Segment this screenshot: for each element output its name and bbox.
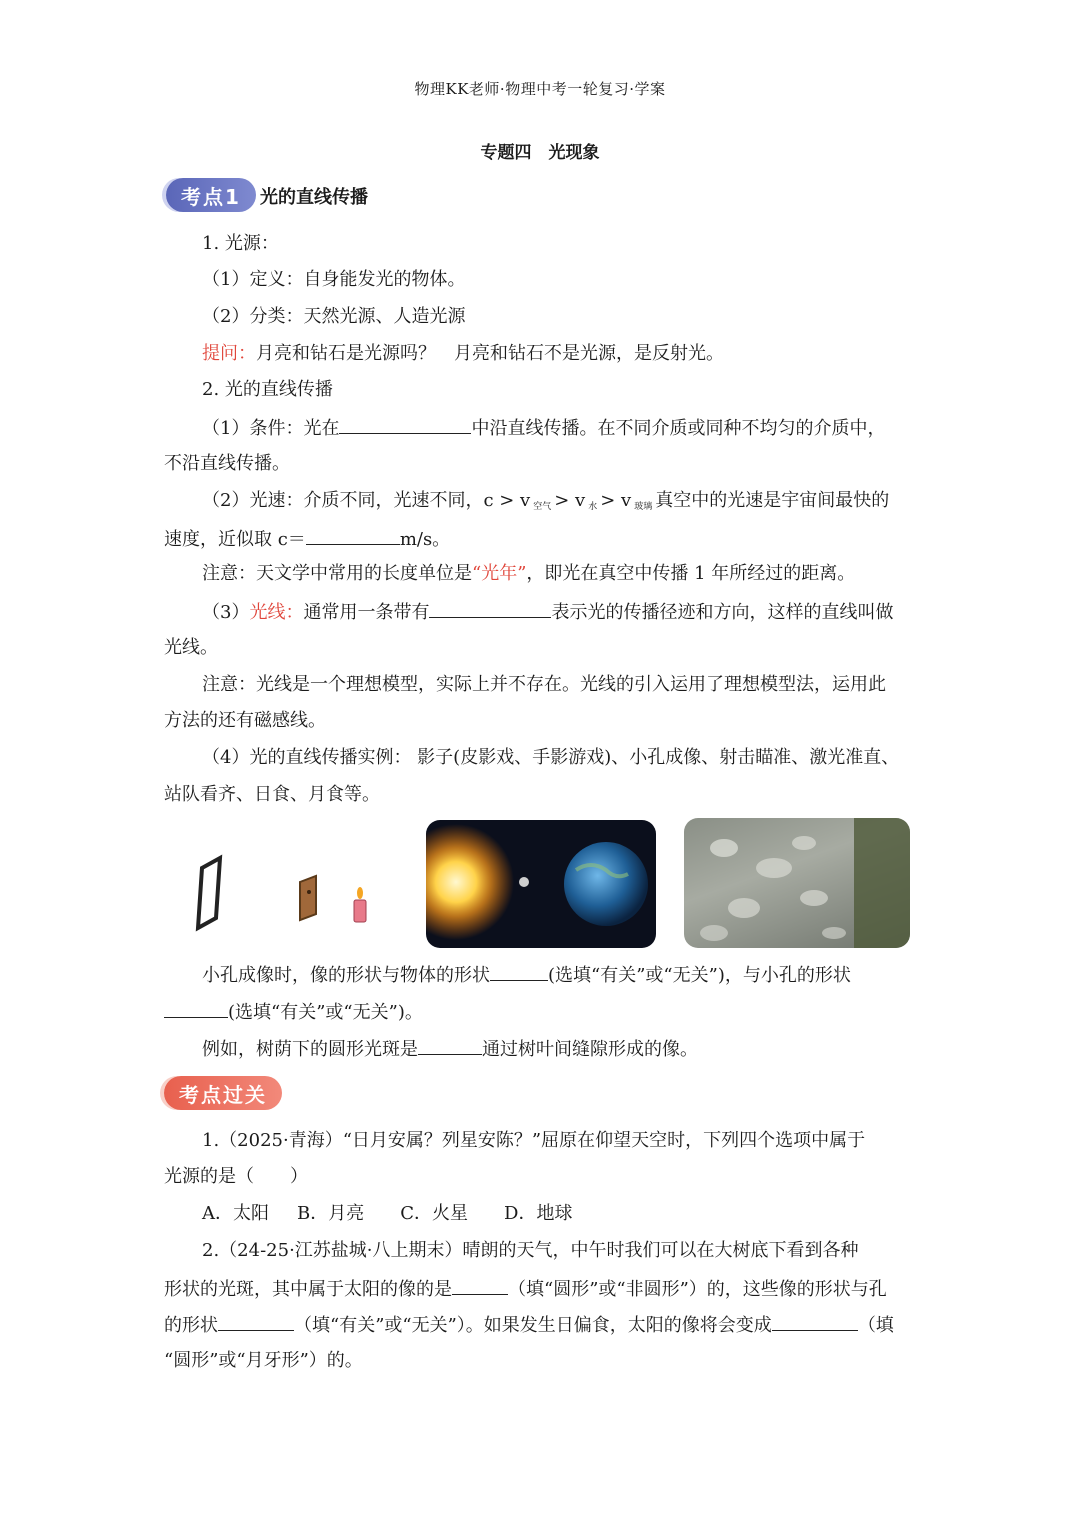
question-2-line4: “圆形”或“月牙形”）的。 xyxy=(164,1350,363,1371)
moon xyxy=(519,877,529,887)
page-header: 物理KK老师·物理中考一轮复习·学案 xyxy=(414,80,666,98)
fill-blank[interactable] xyxy=(772,1312,858,1331)
fill-blank[interactable] xyxy=(164,999,228,1018)
section-tag-kaodian1: 考点1 xyxy=(166,178,256,212)
question-line xyxy=(202,342,724,366)
pinhole-diagram xyxy=(190,850,390,940)
text-span: 的形状 xyxy=(164,1315,218,1336)
fill-blank[interactable] xyxy=(418,1036,482,1055)
sun xyxy=(426,824,514,940)
text-span: 中沿直线传播。在不同介质或同种不均匀的介质中， xyxy=(471,418,886,439)
solar-eclipse-image xyxy=(426,820,656,948)
question-label: 提问： xyxy=(202,343,256,364)
text-line: （2）分类：天然光源、人造光源 xyxy=(202,306,466,327)
text-line: 不沿直线传播。 xyxy=(164,453,290,474)
text-line: 1. 光源： xyxy=(202,233,279,254)
section-heading: 光的直线传播 xyxy=(260,187,368,208)
question-1-line2: 光源的是（ ） xyxy=(164,1166,308,1187)
text-line xyxy=(202,415,885,441)
text-line xyxy=(164,999,423,1025)
fill-blank[interactable] xyxy=(218,1312,294,1331)
text-span: m/s。 xyxy=(399,529,451,550)
fill-blank[interactable] xyxy=(490,962,548,981)
question-1-options xyxy=(202,1202,572,1226)
fill-blank[interactable] xyxy=(452,1276,508,1295)
pinhole-board xyxy=(300,876,316,920)
text-line: （4）光的直线传播实例： 影子(皮影戏、手影游戏)、小孔成像、射击瞄准、激光准直、 xyxy=(202,747,900,768)
text-line: （1）定义：自身能发光的物体。 xyxy=(202,269,466,290)
text-span: （填 xyxy=(857,1315,894,1336)
option-c[interactable]: C．火星 xyxy=(400,1203,469,1224)
text-span: （填“圆形”或“非圆形”）的，这些像的形状与孔 xyxy=(508,1279,887,1300)
option-d[interactable]: D．地球 xyxy=(504,1203,573,1224)
earth xyxy=(564,842,648,926)
candle xyxy=(354,900,366,922)
text-line xyxy=(202,562,855,586)
text-span: 例如，树荫下的圆形光斑是 xyxy=(202,1039,418,1060)
screen-frame xyxy=(198,858,220,928)
text-line: 注意：光线是一个理想模型，实际上并不存在。光线的引入运用了理想模型法，运用此 xyxy=(202,674,886,695)
text-span: 注意：天文学中常用的长度单位是 xyxy=(202,563,472,584)
text-span: 表示光的传播径迹和方向，这样的直线叫做 xyxy=(551,602,894,623)
fill-blank[interactable] xyxy=(429,599,551,618)
light-spots-svg xyxy=(684,818,910,948)
highlight-text: “光年” xyxy=(472,563,527,584)
candle-flame xyxy=(357,887,363,899)
text-span: ，即光在真空中传播 1 年所经过的距离。 xyxy=(526,563,856,584)
subscript: 空气 xyxy=(533,502,552,512)
section-tag-practice: 考点过关 xyxy=(164,1076,282,1110)
subscript: 水 xyxy=(588,502,598,512)
text-span: 通常用一条带有 xyxy=(303,602,430,623)
question-2-line3 xyxy=(164,1312,894,1338)
text-span: （填“有关”或“无关”）。如果发生日偏食，太阳的像将会变成 xyxy=(294,1315,772,1336)
text-line xyxy=(164,526,450,552)
option-b[interactable]: B．月亮 xyxy=(297,1203,365,1224)
text-line: 站队看齐、日食、月食等。 xyxy=(164,784,380,805)
text-line: 光线。 xyxy=(164,637,218,658)
text-line: 方法的还有磁感线。 xyxy=(164,710,326,731)
text-line xyxy=(202,1036,698,1062)
text-span: （1）条件：光在 xyxy=(202,418,340,439)
highlight-text: 光线： xyxy=(249,602,304,623)
subscript: 玻璃 xyxy=(634,502,653,512)
fill-blank[interactable] xyxy=(339,415,471,434)
question-2: 2.（24-25·江苏盐城·八上期末）晴朗的天气，中午时我们可以在大树底下看到各种 xyxy=(202,1240,859,1261)
text-line xyxy=(202,599,893,625)
text-line xyxy=(202,962,851,988)
question-text: 月亮和钻石是光源吗？ 月亮和钻石不是光源，是反射光。 xyxy=(256,343,724,364)
text-span: > v xyxy=(600,490,632,511)
pinhole xyxy=(307,890,311,894)
text-span: 真空中的光速是宇宙间最快的 xyxy=(655,490,890,511)
text-span: (选填“有关”或“无关”)。 xyxy=(228,1002,423,1023)
text-line xyxy=(202,489,889,519)
text-span: （2）光速：介质不同，光速不同，c > v xyxy=(202,490,531,511)
text-span: 速度，近似取 c＝ xyxy=(164,529,306,550)
text-span: 通过树叶间缝隙形成的像。 xyxy=(482,1039,698,1060)
eclipse-svg xyxy=(426,820,656,948)
page-title: 专题四 光现象 xyxy=(480,143,600,163)
text-span: 小孔成像时，像的形状与物体的形状 xyxy=(202,965,490,986)
question-2-line2 xyxy=(164,1276,887,1302)
text-line: 2. 光的直线传播 xyxy=(202,379,333,400)
text-span: (选填“有关”或“无关”)，与小孔的形状 xyxy=(548,965,851,986)
text-span: > v xyxy=(554,490,586,511)
option-a[interactable]: A．太阳 xyxy=(202,1203,269,1224)
text-span: （3） xyxy=(202,602,250,623)
text-span: 形状的光斑，其中属于太阳的像的是 xyxy=(164,1279,452,1300)
fill-blank[interactable] xyxy=(306,526,400,545)
pinhole-svg xyxy=(190,850,390,940)
question-1: 1.（2025·青海）“日月安属？列星安陈？”屈原在仰望天空时，下列四个选项中属于 xyxy=(202,1130,866,1151)
light-spots-image xyxy=(684,818,910,948)
